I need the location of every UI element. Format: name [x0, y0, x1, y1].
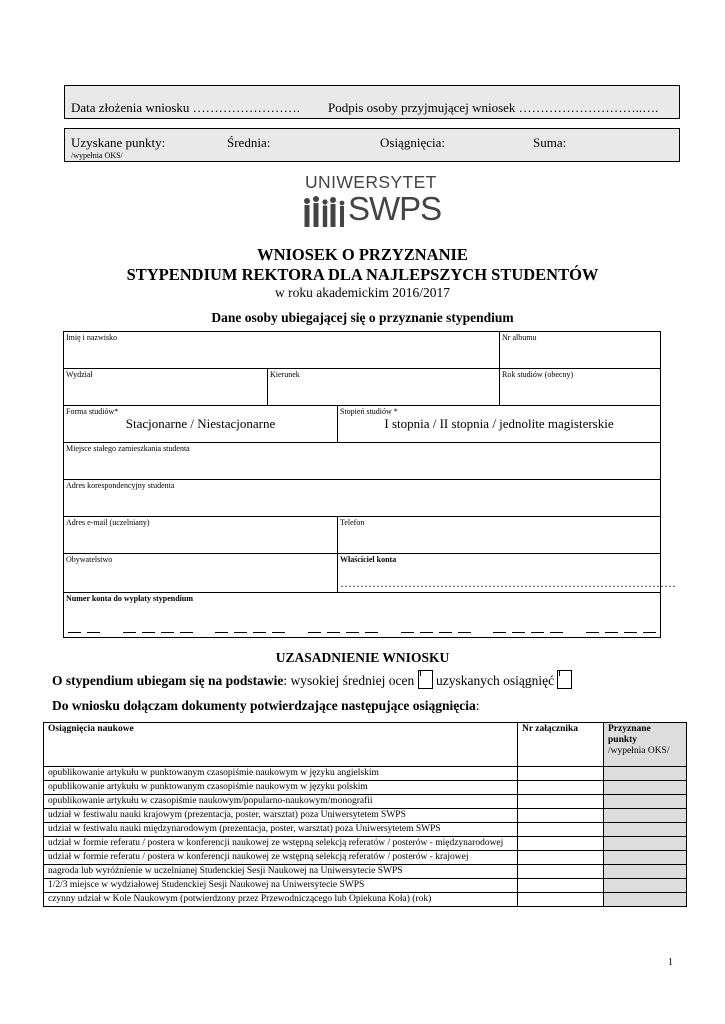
points-cell — [604, 851, 687, 865]
attachment-number-cell[interactable] — [518, 879, 604, 893]
account-digit-group — [68, 632, 100, 633]
correspondence-label: Adres korespondencyjny studenta — [66, 481, 175, 490]
major-field[interactable] — [268, 369, 500, 405]
bank-account-digit-slots — [68, 632, 656, 633]
points-cell — [604, 837, 687, 851]
points-cell — [604, 809, 687, 823]
points-cell — [604, 865, 687, 879]
applicant-data-form — [63, 331, 676, 638]
form-title-line1: WNIOSEK O PRZYZNANIE — [257, 245, 468, 264]
study-degree-field[interactable] — [338, 406, 661, 442]
table-row — [44, 865, 687, 879]
applicant-section-title: Dane osoby ubiegającej się o przyznanie stypendium — [211, 310, 514, 325]
submission-date-field[interactable]: Data złożenia wniosku ……………………. — [71, 100, 300, 115]
points-cell — [604, 767, 687, 781]
album-number-field[interactable] — [500, 332, 661, 368]
phone-field[interactable] — [338, 517, 661, 553]
basis-option-achievements: uzyskanych osiągnięć — [436, 673, 555, 688]
account-owner-label: Właściciel konta — [340, 555, 397, 564]
attachment-number-cell[interactable] — [518, 781, 604, 795]
phone-label: Telefon — [340, 518, 365, 527]
attachment-number-cell[interactable] — [518, 851, 604, 865]
logo-people-icon — [302, 196, 350, 228]
academic-year: w roku akademickim 2016/2017 — [274, 285, 451, 300]
table-row — [44, 767, 687, 781]
table-row — [44, 823, 687, 837]
header-category: Osiągnięcia naukowe — [44, 723, 518, 767]
citizenship-label: Obywatelstwo — [66, 555, 113, 564]
residence-field[interactable] — [64, 443, 661, 479]
table-row — [44, 893, 687, 907]
points-cell — [604, 879, 687, 893]
table-row — [44, 879, 687, 893]
name-label: Imię i nazwisko — [66, 333, 118, 342]
achievements-checkbox[interactable] — [557, 670, 572, 689]
email-field[interactable] — [64, 517, 338, 553]
basis-label: O stypendium ubiegam się na podstawie — [52, 673, 284, 688]
citizenship-field[interactable] — [64, 554, 338, 592]
achievement-name: 1/2/3 miejsce w wydziałowej Studenckiej Sesji Naukowej na Uniwersytecie SWPS — [44, 879, 518, 893]
points-cell — [604, 795, 687, 809]
header-attachment: Nr załącznika — [518, 723, 604, 767]
major-label: Kierunek — [270, 370, 300, 379]
documents-label: Do wniosku dołączam dokumenty potwierdzające następujące osiągnięcia — [52, 698, 476, 713]
points-cell — [604, 823, 687, 837]
table-header-row — [44, 723, 687, 767]
name-field[interactable] — [64, 332, 500, 368]
table-row — [44, 781, 687, 795]
account-digit-group — [308, 632, 378, 633]
album-number-label: Nr albumu — [502, 333, 537, 342]
study-degree-label: Stopień studiów * — [340, 407, 398, 416]
scholarship-basis-line — [52, 670, 572, 689]
documents-line — [52, 698, 480, 714]
achievement-name: czynny udział w Kole Naukowym (potwierdzony przez Przewodniczącego lub Opiekuna Koła) (rok) — [44, 893, 518, 907]
account-digit-group — [493, 632, 563, 633]
achievement-name: udział w formie referatu / postera w konferencji naukowej ze wstępną selekcją referatów / posterów - międzynarodowej — [44, 837, 518, 851]
attachment-number-cell[interactable] — [518, 823, 604, 837]
sum-label: Suma: — [533, 135, 567, 150]
email-label: Adres e-mail (uczelniany) — [66, 518, 150, 527]
residence-label: Miejsce stałego zamieszkania studenta — [66, 444, 190, 453]
study-degree-options[interactable]: I stopnia / II stopnia / jednolite magisterskie — [384, 416, 614, 431]
university-logo — [302, 172, 442, 230]
study-form-field[interactable] — [64, 406, 338, 442]
study-year-field[interactable] — [500, 369, 661, 405]
account-digit-group — [586, 632, 656, 633]
grades-checkbox[interactable] — [418, 670, 433, 689]
attachment-number-cell[interactable] — [518, 795, 604, 809]
attachment-number-cell[interactable] — [518, 767, 604, 781]
receiver-signature-field[interactable]: Podpis osoby przyjmującej wniosek ………………………..…. — [328, 100, 659, 115]
header-points — [604, 723, 687, 767]
bank-account-label: Numer konta do wypłaty stypendium — [66, 594, 193, 603]
table-row — [44, 851, 687, 865]
points-cell — [604, 893, 687, 907]
achievement-name: udział w festiwalu nauki międzynarodowym (prezentacja, poster, warsztat) poza Uniwersytetem SWPS — [44, 823, 518, 837]
attachment-number-cell[interactable] — [518, 809, 604, 823]
achievement-name: opublikowanie artykułu w punktowanym czasopiśmie naukowym w języku polskim — [44, 781, 518, 795]
points-cell — [604, 781, 687, 795]
achievements-table — [43, 722, 687, 907]
points-box — [64, 128, 680, 162]
achievements-label: Osiągnięcia: — [380, 135, 445, 150]
study-form-label: Forma studiów* — [66, 407, 119, 416]
justification-title: UZASADNIENIE WNIOSKU — [275, 650, 450, 665]
achievement-name: opublikowanie artykułu w czasopiśmie naukowym/popularno-naukowym/monografii — [44, 795, 518, 809]
faculty-field[interactable] — [64, 369, 268, 405]
header-points-note: /wypełnia OKS/ — [608, 746, 670, 756]
oks-note: /wypełnia OKS/ — [71, 151, 123, 160]
header-points-title: Przyznane punkty — [608, 724, 651, 745]
account-digit-group — [401, 632, 471, 633]
achievement-name: nagroda lub wyróżnienie w uczelnianej Studenckiej Sesji Naukowej na Uniwersytecie SWPS — [44, 865, 518, 879]
faculty-label: Wydział — [66, 370, 93, 379]
achievement-name: udział w festiwalu nauki krajowym (prezentacja, poster, warsztat) poza Uniwersytetem SWPS — [44, 809, 518, 823]
average-label: Średnia: — [227, 135, 271, 150]
table-row — [44, 795, 687, 809]
study-form-options[interactable]: Stacjonarne / Niestacjonarne — [125, 416, 276, 431]
attachment-number-cell[interactable] — [518, 893, 604, 907]
achievement-name: udział w formie referatu / postera w konferencji naukowej ze wstępną selekcją referatów / posterów - krajowej — [44, 851, 518, 865]
documents-colon: : — [475, 698, 480, 713]
achievement-name: opublikowanie artykułu w punktowanym czasopiśmie naukowym w języku angielskim — [44, 767, 518, 781]
account-owner-field[interactable] — [338, 554, 676, 592]
form-title-line2: STYPENDIUM REKTORA DLA NAJLEPSZYCH STUDENTÓW — [126, 265, 599, 284]
logo-brand-text: SWPS — [348, 190, 442, 227]
study-year-label: Rok studiów (obecny) — [502, 370, 574, 379]
table-row — [44, 809, 687, 823]
account-digit-group — [123, 632, 193, 633]
basis-option-grades: : wysokiej średniej ocen — [283, 673, 415, 688]
page-number: 1 — [668, 957, 673, 968]
logo-top-text: UNIWERSYTET — [305, 172, 437, 192]
office-use-box — [64, 85, 680, 119]
correspondence-field[interactable] — [64, 480, 661, 516]
attachment-number-cell[interactable] — [518, 865, 604, 879]
table-row — [44, 837, 687, 851]
attachment-number-cell[interactable] — [518, 837, 604, 851]
bank-account-field[interactable] — [64, 593, 661, 637]
points-label: Uzyskane punkty: — [71, 135, 166, 150]
account-owner-dots: ………………………………………………………………………… — [340, 576, 676, 590]
account-digit-group — [215, 632, 285, 633]
